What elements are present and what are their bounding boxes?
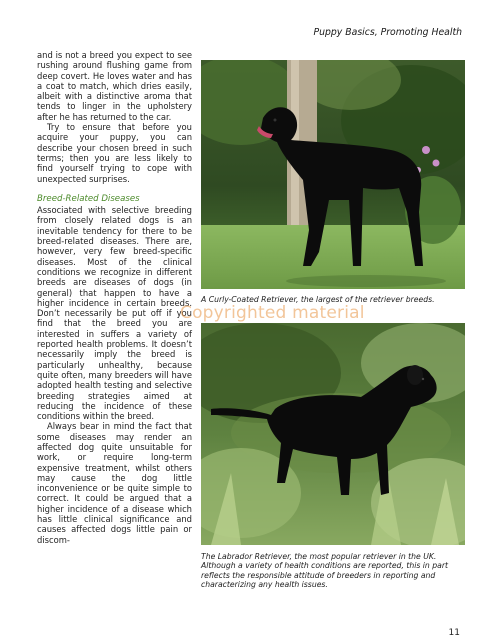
curly-coated-retriever-photo xyxy=(201,60,465,289)
copyright-watermark: Copyrighted material xyxy=(180,303,365,323)
paragraph-spacer xyxy=(37,184,192,194)
body-paragraph: and is not a breed you expect to see rushing around flushing game from deep covert. He loves water and has a coat to match, which dries easily, albeit with a distinctive aroma that tends to linger in the upholstery after he has returned to the car. xyxy=(37,50,192,122)
body-text-column xyxy=(37,50,192,545)
page-number: 11 xyxy=(448,628,460,638)
figure-caption: The Labrador Retriever, the most popular retriever in the UK. Although a variety of health conditions are reported, this in part reflects the responsible attitude of breeders in reporting and characterizing any health issues. xyxy=(201,552,449,590)
section-subheading: Breed-Related Diseases xyxy=(37,193,140,204)
body-paragraph: Try to ensure that before you acquire your puppy, you can describe your chosen breed in such terms; then you are less likely to find yourself trying to cope with unexpected surprises. xyxy=(37,122,192,184)
body-paragraph: Associated with selective breeding from closely related dogs is an inevitable tendency for there to be breed-related diseases. There are, however, very few breed-specific diseases. Most of the clinical conditions we recognize in different breeds are diseases of dogs (in general) that happen to have a higher incidence in certain breeds. Don’t necessarily be put off if you find that the breed you are interested in suffers a variety of reported health problems. It doesn’t necessarily imply the breed is particularly unhealthy, because quite often, many breeders will have adopted health testing and selective breeding strategies aimed at reducing the incidence of these conditions within the breed. xyxy=(37,205,192,422)
labrador-retriever-photo xyxy=(201,323,465,545)
body-paragraph: Always bear in mind the fact that some diseases may render an affected dog quite unsuitable for work, or require long-term expensive treatment, whilst others may cause the dog little inconvenience or be quite simple to correct. It could be argued that a higher incidence of a disease which has little clinical significance and causes affected dogs little pain or discom- xyxy=(37,421,192,545)
figure-caption: A Curly-Coated Retriever, the largest of the retriever breeds. xyxy=(201,295,435,304)
running-head: Puppy Basics, Promoting Health xyxy=(313,27,462,38)
